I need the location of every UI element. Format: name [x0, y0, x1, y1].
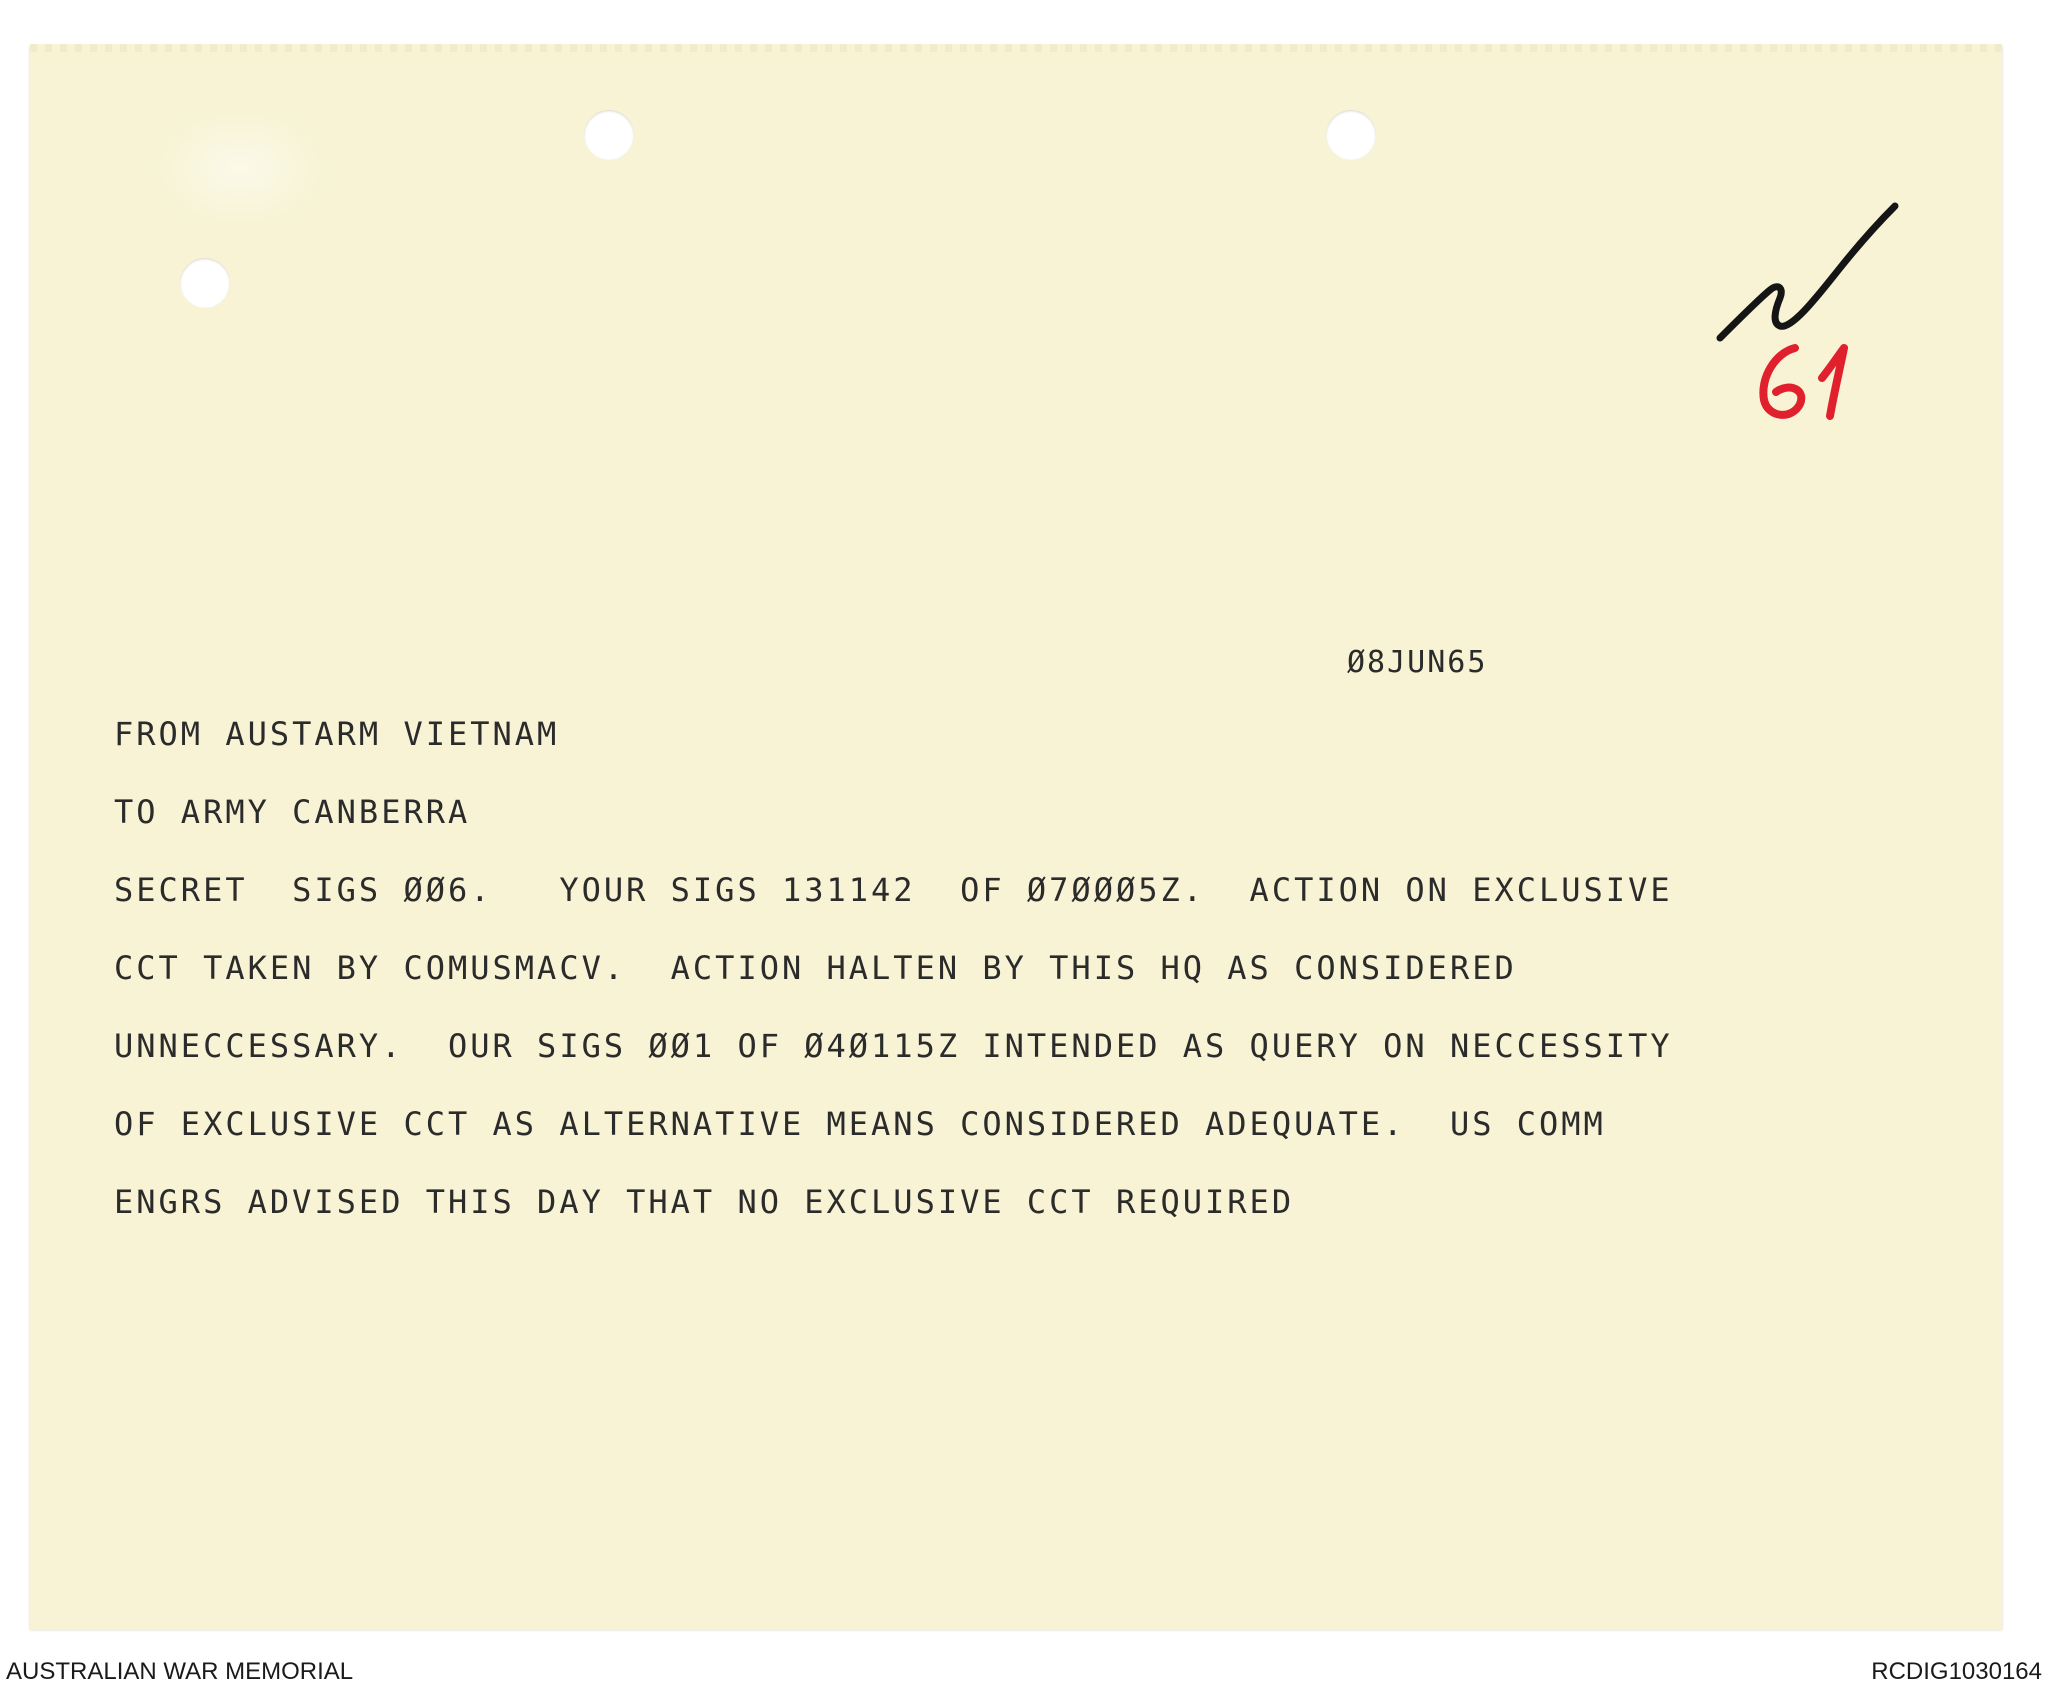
to-line: TO ARMY CANBERRA: [114, 793, 471, 831]
body-line: CCT TAKEN BY COMUSMACV. ACTION HALTEN BY THIS HQ AS CONSIDERED: [114, 949, 1517, 987]
handwritten-folio-number: [1750, 338, 1860, 428]
body-line: ENGRS ADVISED THIS DAY THAT NO EXCLUSIVE CCT REQUIRED: [114, 1183, 1295, 1221]
archive-reference-id: RCDIG1030164: [1871, 1658, 2042, 1685]
body-line: OF EXCLUSIVE CCT AS ALTERNATIVE MEANS CONSIDERED ADEQUATE. US COMM: [114, 1105, 1606, 1143]
telegram-sheet: [30, 46, 2002, 1630]
archive-credit: AUSTRALIAN WAR MEMORIAL: [6, 1658, 354, 1685]
body-line: SECRET SIGS ØØ6. YOUR SIGS 131142 OF Ø7ØØØ5Z. ACTION ON EXCLUSIVE: [114, 871, 1673, 909]
punch-hole: [1326, 110, 1376, 160]
from-line: FROM AUSTARM VIETNAM: [114, 715, 560, 753]
body-line: UNNECCESSARY. OUR SIGS ØØ1 OF Ø4Ø115Z INTENDED AS QUERY ON NECCESSITY: [114, 1027, 1673, 1065]
torn-top-edge: [30, 44, 2002, 52]
paper-crease: [150, 108, 330, 228]
punch-hole: [584, 110, 634, 160]
punch-hole: [180, 258, 230, 308]
handwritten-tick-mark: [1710, 198, 1910, 358]
telegram-date: Ø8JUN65: [1347, 645, 1488, 680]
